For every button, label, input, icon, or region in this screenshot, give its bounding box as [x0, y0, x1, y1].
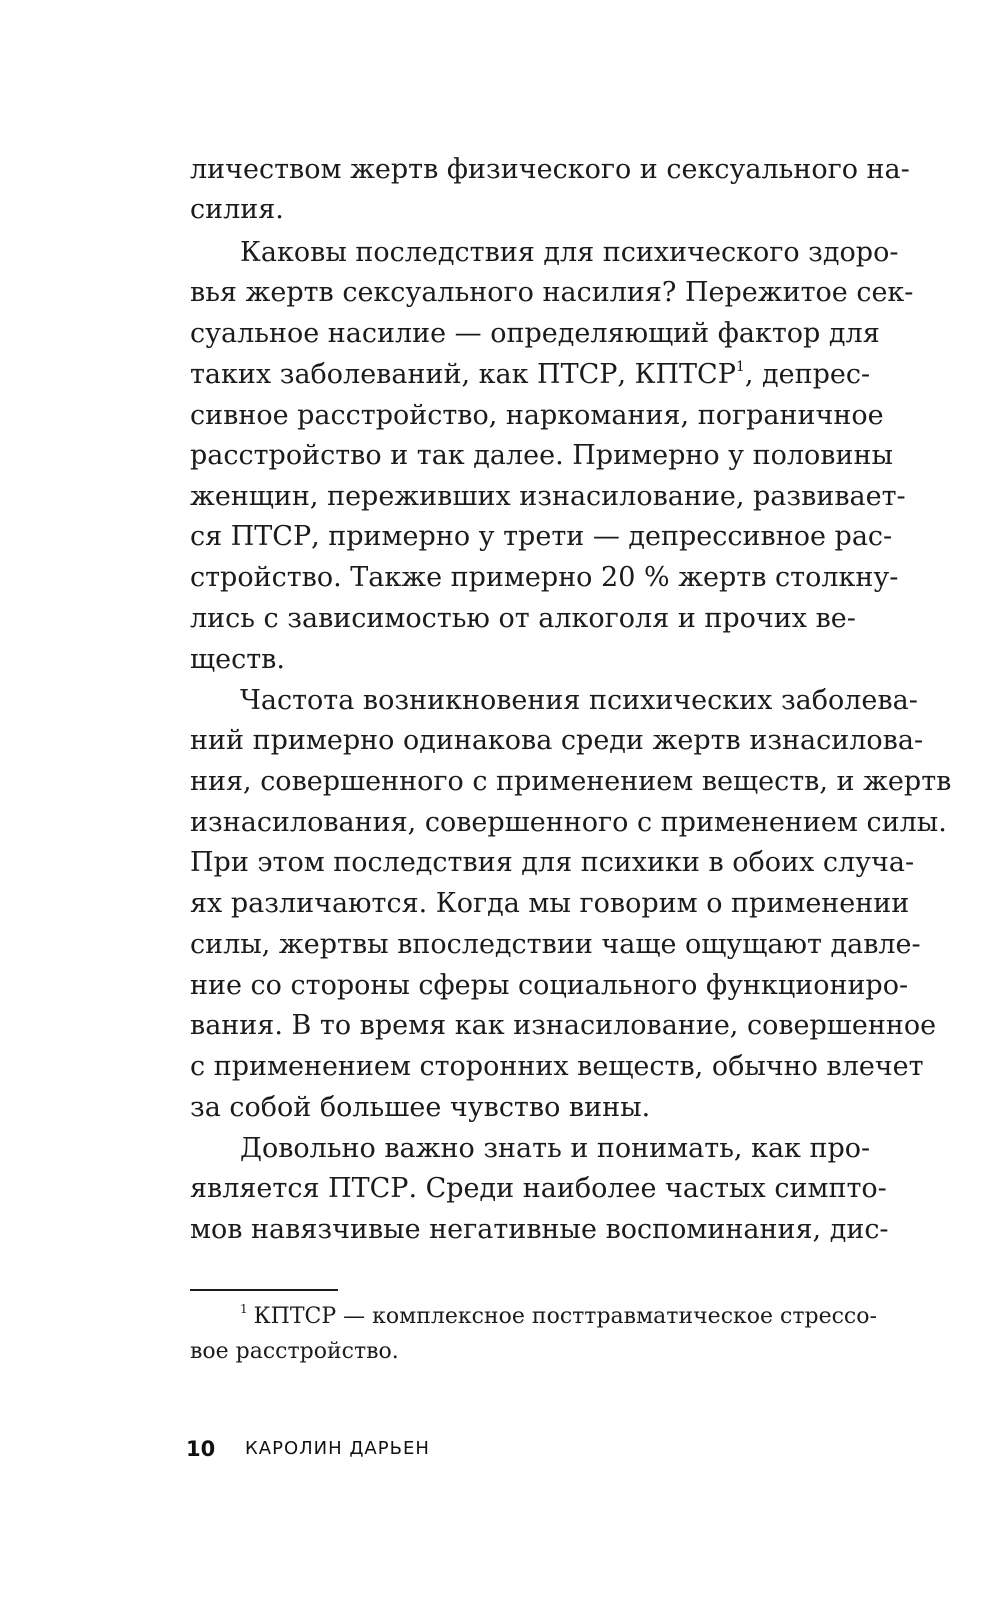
body-line: мов навязчивые негативные воспоминания, дис-	[190, 1214, 889, 1245]
body-line: ний примерно одинакова среди жертв изнасилова-	[190, 725, 924, 756]
footnote-text: КПТСР — комплексное посттравматическое стрессо-	[253, 1304, 877, 1329]
body-line: Каковы последствия для психического здоро-	[240, 237, 899, 268]
body-line: изнасилования, совершенного с применением силы.	[190, 807, 947, 838]
body-line: ние со стороны сферы социального функциониро-	[190, 970, 909, 1001]
body-line: ния, совершенного с применением веществ, и жертв	[190, 766, 952, 797]
body-line-with-footnote-ref	[190, 354, 871, 396]
body-line: женщин, переживших изнасилование, развивает-	[190, 481, 906, 512]
body-line: лись с зависимостью от алкоголя и прочих ве-	[190, 603, 856, 634]
body-line: с применением сторонних веществ, обычно влечет	[190, 1051, 924, 1082]
footnote-marker: 1	[240, 1302, 248, 1316]
body-line: является ПТСР. Среди наиболее частых симпто-	[190, 1173, 887, 1204]
body-line: При этом последствия для психики в обоих случа-	[190, 847, 915, 878]
body-line: ях различаются. Когда мы говорим о применении	[190, 888, 910, 919]
body-line: личеством жертв физического и сексуального на-	[190, 154, 910, 185]
body-line: суальное насилие — определяющий фактор для	[190, 318, 880, 349]
body-line: ществ.	[190, 644, 285, 675]
page-number: 10	[186, 1437, 216, 1461]
body-line: Частота возникновения психических заболева-	[240, 685, 918, 716]
footnote-reference[interactable]: 1	[735, 359, 745, 375]
body-line: вания. В то время как изнасилование, совершенное	[190, 1010, 937, 1041]
body-line: Довольно важно знать и понимать, как про-	[240, 1133, 871, 1164]
body-line: ся ПТСР, примерно у трети — депрессивное рас-	[190, 521, 893, 552]
footnote-divider	[190, 1289, 338, 1291]
body-line: вья жертв сексуального насилия? Пережитое сек-	[190, 277, 914, 308]
body-line: сивное расстройство, наркомания, пограничное	[190, 400, 884, 431]
body-line: за собой большее чувство вины.	[190, 1092, 651, 1123]
body-line-text: таких заболеваний, как ПТСР, КПТСР	[190, 359, 736, 390]
footnote-line: вое расстройство.	[190, 1339, 399, 1364]
body-line: расстройство и так далее. Примерно у половины	[190, 440, 893, 471]
body-line: силы, жертвы впоследствии чаще ощущают давле-	[190, 929, 921, 960]
running-head-author: КАРОЛИН ДАРЬЕН	[245, 1438, 430, 1459]
body-line: силия.	[190, 194, 284, 225]
footnote-line	[240, 1299, 877, 1335]
body-line-tail: , депрес-	[744, 359, 871, 390]
body-line: стройство. Также примерно 20 % жертв столкну-	[190, 562, 899, 593]
